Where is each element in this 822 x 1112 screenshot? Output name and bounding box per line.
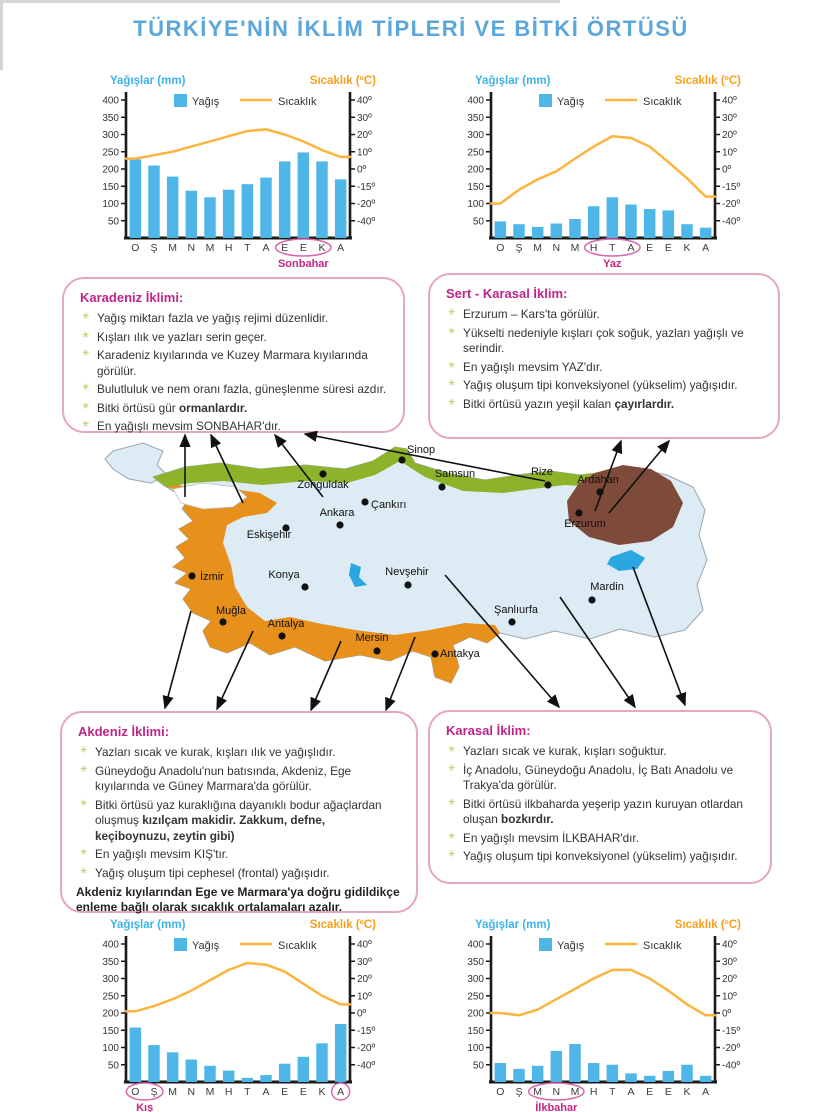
legend-bar-label: Yağış xyxy=(557,96,585,108)
climate-chart-karadeniz xyxy=(88,70,398,276)
month-label: H xyxy=(589,1086,598,1098)
legend-line-label: Sıcaklık xyxy=(643,940,682,952)
right-tick-label: 0º xyxy=(357,164,367,176)
month-label: K xyxy=(318,1086,326,1098)
city-label: Eskişehir xyxy=(246,529,292,541)
precip-axis-title: Yağışlar (mm) xyxy=(475,919,551,931)
month-label: N xyxy=(552,242,561,254)
bullet-item: ✳ En yağışlı mevsim KIŞ'tır. xyxy=(80,847,402,863)
month-label: M xyxy=(205,1086,215,1098)
left-tick-label: 200 xyxy=(467,164,484,176)
city-label: Nevşehir xyxy=(385,566,429,578)
left-tick-label: 300 xyxy=(467,974,484,985)
right-tick-label: 10º xyxy=(357,147,372,159)
right-tick-label: 30º xyxy=(722,956,737,968)
month-label: A xyxy=(627,1086,635,1098)
chart-svg xyxy=(88,914,398,1112)
right-tick-label: 40º xyxy=(357,95,372,107)
month-label: N xyxy=(187,1086,196,1098)
precip-bar xyxy=(588,206,600,238)
box-title-akdeniz: Akdeniz İklimi: xyxy=(78,724,170,739)
season-label: İlkbahar xyxy=(535,1102,578,1112)
month-label: T xyxy=(609,242,616,254)
season-label: Yaz xyxy=(603,258,622,270)
precip-bar xyxy=(569,1044,581,1082)
month-label: T xyxy=(244,1086,251,1098)
info-box-karasal xyxy=(428,710,772,884)
month-label: E xyxy=(281,242,289,254)
month-label: O xyxy=(131,242,140,254)
bullet-item: ✳ Bitki örtüsü gür ormanlardır. xyxy=(82,401,389,417)
city-label: Ardahan xyxy=(577,474,619,486)
month-label: M xyxy=(533,1086,543,1098)
left-tick-label: 150 xyxy=(467,181,484,193)
right-tick-label: -40º xyxy=(357,1060,376,1072)
bullet-item: ✳ En yağışlı mevsim İLKBAHAR'dır. xyxy=(448,831,756,847)
left-tick-label: 150 xyxy=(102,1025,119,1037)
legend-line-label: Sıcaklık xyxy=(278,940,317,952)
legend-bar-swatch xyxy=(174,94,187,107)
right-tick-label: -15º xyxy=(357,1025,376,1037)
month-label: Ş xyxy=(150,1086,158,1098)
left-tick-label: 250 xyxy=(467,991,484,1003)
left-tick-label: 200 xyxy=(467,1008,484,1020)
right-tick-label: 20º xyxy=(357,974,372,985)
page-title: TÜRKİYE'NİN İKLİM TİPLERİ VE BİTKİ ÖRTÜSÜ xyxy=(133,16,689,41)
precip-bar xyxy=(298,1057,310,1082)
legend-bar-label: Yağış xyxy=(557,940,585,952)
month-label: E xyxy=(299,242,307,254)
bullet-item: ✳ İç Anadolu, Güneydoğu Anadolu, İç Batı Anadolu ve Trakya'da görülür. xyxy=(448,763,756,794)
precip-bar xyxy=(607,1065,619,1082)
legend-bar-label: Yağış xyxy=(192,96,220,108)
legend-bar-swatch xyxy=(539,94,552,107)
precip-bar xyxy=(223,190,235,238)
month-label: M xyxy=(168,1086,178,1098)
precip-bar xyxy=(495,221,507,238)
bullet-item: ✳ En yağışlı mevsim SONBAHAR'dır. xyxy=(82,419,389,435)
bullet-list-sert-karasal xyxy=(444,307,764,412)
left-tick-label: 400 xyxy=(467,95,484,107)
left-tick-label: 100 xyxy=(467,1043,484,1054)
right-tick-label: -15º xyxy=(722,181,741,193)
precip-bar xyxy=(316,161,328,238)
city-dot xyxy=(373,647,380,654)
left-tick-label: 100 xyxy=(102,1043,119,1054)
city-dot xyxy=(278,632,285,639)
precip-bar xyxy=(223,1071,235,1082)
connector-arrow xyxy=(165,611,191,708)
month-label: A xyxy=(262,242,270,254)
precip-axis-title: Yağışlar (mm) xyxy=(475,75,551,87)
city-dot xyxy=(336,521,343,528)
city-label: Şanlıurfa xyxy=(493,604,539,616)
left-tick-label: 50 xyxy=(472,1060,484,1072)
city-label: Ankara xyxy=(319,507,355,519)
right-tick-label: 0º xyxy=(722,1008,732,1020)
month-label: M xyxy=(570,1086,580,1098)
legend-bar-swatch xyxy=(539,938,552,951)
city-dot xyxy=(301,583,308,590)
precip-bar xyxy=(607,197,619,238)
city-label: Mersin xyxy=(355,632,389,644)
month-label: O xyxy=(131,1086,140,1098)
precip-bar xyxy=(551,1051,563,1082)
city-dot xyxy=(438,483,445,490)
precip-axis-title: Yağışlar (mm) xyxy=(110,75,186,87)
city-label: Antalya xyxy=(267,618,305,630)
right-tick-label: 20º xyxy=(357,130,372,141)
temperature-line xyxy=(126,963,350,1011)
month-label: Ş xyxy=(150,242,158,254)
month-label: N xyxy=(552,1086,561,1098)
temp-axis-title: Sıcaklık (ºC) xyxy=(309,75,376,87)
bullet-item: ✳ Yağış oluşum tipi konveksiyonel (yükselim) yağışıdır. xyxy=(448,849,756,865)
city-label: Konya xyxy=(268,569,300,581)
precip-bar xyxy=(532,1066,544,1082)
bullet-item: ✳ Erzurum – Kars'ta görülür. xyxy=(448,307,764,323)
right-tick-label: 10º xyxy=(722,991,737,1003)
left-tick-label: 400 xyxy=(467,939,484,951)
precip-bar xyxy=(279,1064,291,1082)
city-dot xyxy=(319,470,326,477)
bullet-list-karadeniz xyxy=(78,311,389,435)
precip-bar xyxy=(148,166,160,238)
climate-chart-karasal xyxy=(453,914,763,1112)
left-tick-label: 350 xyxy=(467,956,484,968)
month-label: E xyxy=(664,242,672,254)
left-tick-label: 400 xyxy=(102,95,119,107)
left-tick-label: 150 xyxy=(102,181,119,193)
month-label: M xyxy=(205,242,215,254)
month-label: E xyxy=(281,1086,289,1098)
month-label: A xyxy=(627,242,635,254)
right-tick-label: 10º xyxy=(722,147,737,159)
info-box-karadeniz xyxy=(62,277,405,433)
right-tick-label: -20º xyxy=(722,1043,741,1054)
precip-bar xyxy=(335,1024,347,1082)
city-label: Çankırı xyxy=(371,499,407,511)
right-tick-label: 40º xyxy=(722,939,737,951)
precip-bar xyxy=(148,1045,160,1082)
left-tick-label: 350 xyxy=(102,112,119,124)
bullet-item: ✳ Yağış oluşum tipi cephesel (frontal) yağışıdır. xyxy=(80,866,402,882)
city-dot xyxy=(398,456,405,463)
precip-bar xyxy=(260,178,272,238)
right-tick-label: 10º xyxy=(357,991,372,1003)
right-tick-label: 40º xyxy=(722,95,737,107)
right-tick-label: -40º xyxy=(357,216,376,228)
month-label: N xyxy=(187,242,196,254)
city-dot xyxy=(219,618,226,625)
legend-bar-swatch xyxy=(174,938,187,951)
left-tick-label: 150 xyxy=(467,1025,484,1037)
box-title-karadeniz: Karadeniz İklimi: xyxy=(80,290,184,305)
month-label: H xyxy=(224,242,233,254)
month-label: E xyxy=(299,1086,307,1098)
precip-bar xyxy=(186,191,198,238)
precip-bar xyxy=(316,1043,328,1082)
precip-bar xyxy=(625,1073,637,1082)
right-tick-label: -40º xyxy=(722,216,741,228)
climate-chart-akdeniz xyxy=(88,914,398,1112)
chart-svg xyxy=(453,914,763,1112)
month-label: O xyxy=(496,1086,505,1098)
bullet-item: ✳ Yağış oluşum tipi konveksiyonel (yükselim) yağışıdır. xyxy=(448,378,764,394)
left-tick-label: 250 xyxy=(102,991,119,1003)
precip-bar xyxy=(569,219,581,238)
climate-chart-sert-karasal xyxy=(453,70,763,276)
precip-bar xyxy=(130,159,142,238)
bullet-item: ✳ Bitki örtüsü yazın yeşil kalan çayırlardır. xyxy=(448,397,764,413)
city-label: Rize xyxy=(530,466,554,478)
right-tick-label: 30º xyxy=(722,112,737,124)
month-label: E xyxy=(646,1086,654,1098)
month-label: A xyxy=(702,1086,710,1098)
temp-axis-title: Sıcaklık (ºC) xyxy=(674,75,741,87)
month-label: A xyxy=(337,242,345,254)
month-label: H xyxy=(589,242,598,254)
precip-bar xyxy=(700,1076,712,1082)
left-tick-label: 350 xyxy=(467,112,484,124)
box-title-karasal: Karasal İklim: xyxy=(446,723,531,738)
precip-bar xyxy=(167,177,179,238)
precip-bar xyxy=(204,1066,216,1082)
month-label: E xyxy=(664,1086,672,1098)
city-dot xyxy=(431,650,438,657)
month-label: M xyxy=(168,242,178,254)
left-tick-label: 50 xyxy=(107,216,119,228)
right-tick-label: 30º xyxy=(357,112,372,124)
month-label: K xyxy=(318,242,326,254)
city-label: Sinop xyxy=(407,444,436,456)
left-tick-label: 400 xyxy=(102,939,119,951)
left-tick-label: 250 xyxy=(467,147,484,159)
temperature-line xyxy=(126,129,350,158)
temperature-line xyxy=(491,136,715,203)
temperature-line xyxy=(491,970,715,1015)
left-tick-label: 300 xyxy=(102,130,119,141)
precip-bar xyxy=(167,1052,179,1082)
month-label: K xyxy=(683,1086,691,1098)
precip-bar xyxy=(663,210,675,238)
left-tick-label: 200 xyxy=(102,1008,119,1020)
precip-bar xyxy=(260,1075,272,1082)
box-note-akdeniz: Akdeniz kıyılarından Ege ve Marmara'ya doğru gidildikçe enleme bağlı olarak sıcaklık ortalamaları azalır. xyxy=(76,884,400,915)
left-tick-label: 200 xyxy=(102,164,119,176)
precip-bar xyxy=(551,224,563,238)
precip-bar xyxy=(532,227,544,238)
precip-bar xyxy=(681,1065,693,1082)
month-label: H xyxy=(224,1086,233,1098)
city-label: Zonguldak xyxy=(297,479,349,491)
bullet-item: ✳ Bitki örtüsü yaz kuraklığına dayanıklı bodur ağaçlardan oluşmuş kızılçam makidir. Zakkum, defne, keçiboynuzu, zeytin gibi) xyxy=(80,798,402,845)
month-label: Ş xyxy=(515,242,523,254)
city-dot xyxy=(508,618,515,625)
month-label: M xyxy=(570,242,580,254)
precip-bar xyxy=(279,161,291,238)
precip-bar xyxy=(186,1060,198,1082)
left-tick-label: 300 xyxy=(102,974,119,985)
month-label: K xyxy=(683,242,691,254)
city-dot xyxy=(361,498,368,505)
city-label: Antakya xyxy=(440,648,480,660)
bullet-item: ✳ Karadeniz kıyılarında ve Kuzey Marmara kıyılarında görülür. xyxy=(82,348,389,379)
info-box-sert-karasal xyxy=(428,273,780,439)
city-dot xyxy=(588,596,595,603)
chart-svg xyxy=(453,70,763,276)
city-label: İzmir xyxy=(200,571,224,583)
city-dot xyxy=(544,481,551,488)
left-tick-label: 300 xyxy=(467,130,484,141)
precip-bar xyxy=(242,184,254,238)
right-tick-label: 20º xyxy=(722,130,737,141)
box-title-sert-karasal: Sert - Karasal İklim: xyxy=(446,286,568,301)
precip-bar xyxy=(298,152,310,238)
precip-bar xyxy=(513,1069,525,1082)
right-tick-label: -20º xyxy=(722,199,741,210)
precip-bar xyxy=(204,197,216,238)
city-label: Erzurum xyxy=(564,518,606,530)
left-tick-label: 50 xyxy=(107,1060,119,1072)
left-tick-label: 100 xyxy=(102,199,119,210)
season-label: Sonbahar xyxy=(277,258,329,270)
city-dot xyxy=(575,509,582,516)
bullet-item: ✳ Bitki örtüsü ilkbaharda yeşerip yazın kuruyan otlardan oluşan bozkırdır. xyxy=(448,797,756,828)
right-tick-label: -15º xyxy=(357,181,376,193)
left-tick-label: 50 xyxy=(472,216,484,228)
bullet-list-karasal xyxy=(444,744,756,865)
precip-bar xyxy=(644,1076,656,1082)
bullet-item: ✳ Kışları ılık ve yazları serin geçer. xyxy=(82,330,389,346)
right-tick-label: 30º xyxy=(357,956,372,968)
bullet-item: ✳ Yazları sıcak ve kurak, kışları ılık ve yağışlıdır. xyxy=(80,745,402,761)
legend-bar-label: Yağış xyxy=(192,940,220,952)
precip-bar xyxy=(242,1078,254,1082)
city-dot xyxy=(404,581,411,588)
month-label: E xyxy=(646,242,654,254)
month-label: T xyxy=(609,1086,616,1098)
chart-svg xyxy=(88,70,398,276)
right-tick-label: 0º xyxy=(722,164,732,176)
month-label: M xyxy=(533,242,543,254)
bullet-item: ✳ Yazları sıcak ve kurak, kışları soğuktur. xyxy=(448,744,756,760)
precip-bar xyxy=(681,224,693,238)
city-dot xyxy=(596,488,603,495)
bullet-item: ✳ Yükselti nedeniyle kışları çok soğuk, yazları yağışlı ve serindir. xyxy=(448,326,764,357)
precip-bar xyxy=(495,1063,507,1082)
legend-line-label: Sıcaklık xyxy=(278,96,317,108)
precip-bar xyxy=(513,224,525,238)
city-label: Samsun xyxy=(434,468,476,480)
month-label: O xyxy=(496,242,505,254)
season-label: Kış xyxy=(136,1102,154,1112)
right-tick-label: 0º xyxy=(357,1008,367,1020)
right-tick-label: -40º xyxy=(722,1060,741,1072)
month-label: Ş xyxy=(515,1086,523,1098)
city-label: Mardin xyxy=(590,581,624,593)
month-label: A xyxy=(262,1086,270,1098)
precip-bar xyxy=(335,179,347,238)
bullet-item: ✳ En yağışlı mevsim YAZ'dır. xyxy=(448,360,764,376)
bullet-item: ✳ Güneydoğu Anadolu'nun batısında, Akdeniz, Ege kıyılarında ve Güney Marmara'da görülür. xyxy=(80,764,402,795)
month-label: A xyxy=(702,242,710,254)
bullet-item: ✳ Bulutluluk ve nem oranı fazla, güneşlenme süresi azdır. xyxy=(82,382,389,398)
info-box-akdeniz xyxy=(60,711,418,913)
legend-line-label: Sıcaklık xyxy=(643,96,682,108)
city-label: Muğla xyxy=(216,605,246,617)
precip-bar xyxy=(663,1071,675,1082)
city-dot xyxy=(188,572,195,579)
right-tick-label: -20º xyxy=(357,199,376,210)
bullet-list-akdeniz xyxy=(76,745,402,882)
precip-bar xyxy=(644,209,656,238)
right-tick-label: -15º xyxy=(722,1025,741,1037)
left-tick-label: 350 xyxy=(102,956,119,968)
precip-bar xyxy=(625,205,637,238)
right-tick-label: 20º xyxy=(722,974,737,985)
precip-bar xyxy=(700,228,712,238)
right-tick-label: -20º xyxy=(357,1043,376,1054)
right-tick-label: 40º xyxy=(357,939,372,951)
temp-axis-title: Sıcaklık (ºC) xyxy=(309,919,376,931)
scan-artifact-top xyxy=(0,0,560,3)
precip-axis-title: Yağışlar (mm) xyxy=(110,919,186,931)
month-label: A xyxy=(337,1086,345,1098)
left-tick-label: 250 xyxy=(102,147,119,159)
bullet-item: ✳ Yağış miktarı fazla ve yağış rejimi düzenlidir. xyxy=(82,311,389,327)
temp-axis-title: Sıcaklık (ºC) xyxy=(674,919,741,931)
left-tick-label: 100 xyxy=(467,199,484,210)
month-label: T xyxy=(244,242,251,254)
precip-bar xyxy=(130,1027,142,1082)
precip-bar xyxy=(588,1063,600,1082)
